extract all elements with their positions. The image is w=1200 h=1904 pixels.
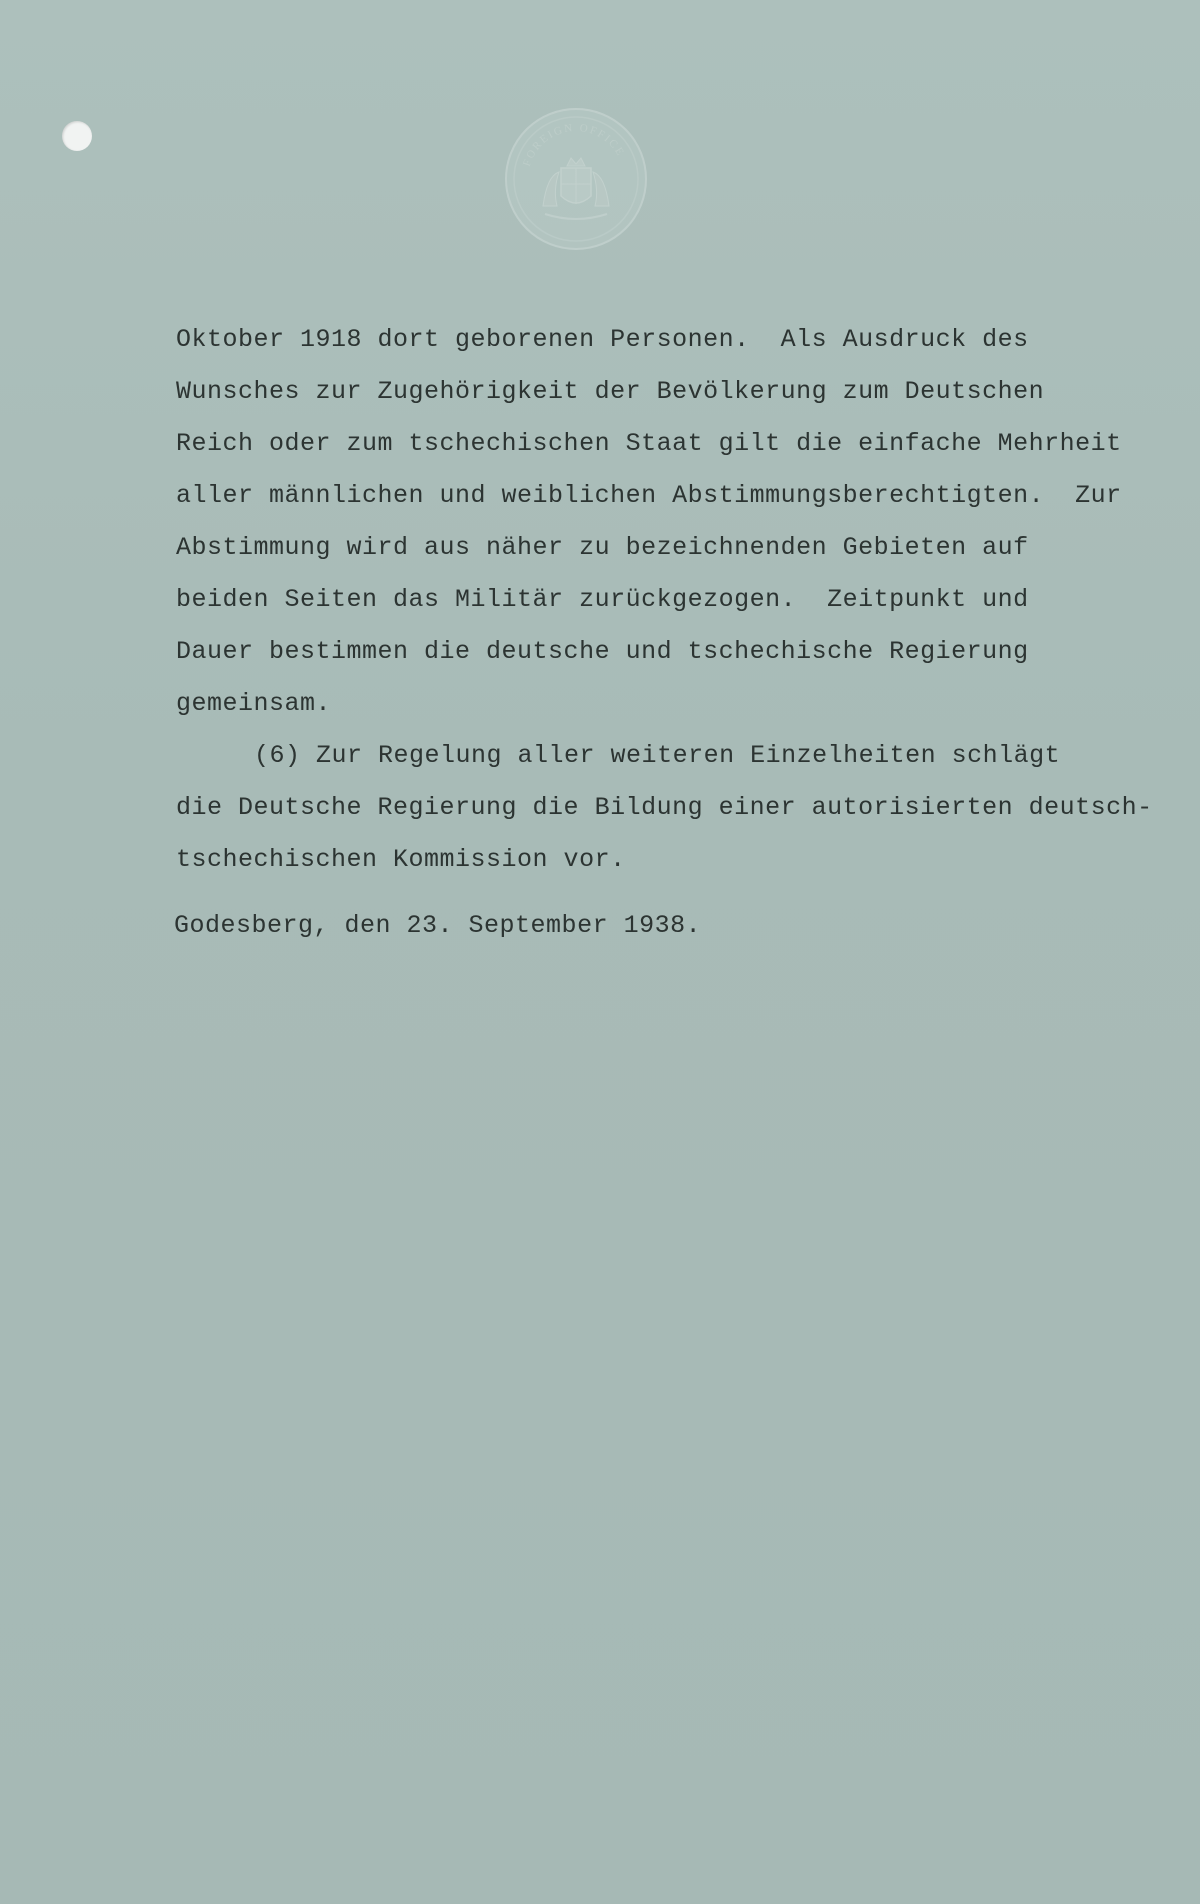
text-line: Dauer bestimmen die deutsche und tschechische Regierung	[176, 637, 1029, 666]
text-line: Reich oder zum tschechischen Staat gilt die einfache Mehrheit	[176, 429, 1122, 458]
text-line: aller männlichen und weiblichen Abstimmungsberechtigten. Zur	[176, 481, 1122, 510]
text-line: tschechischen Kommission vor.	[176, 845, 626, 874]
paragraph-6-first-line: (6) Zur Regelung aller weiteren Einzelheiten schlägt	[254, 741, 1061, 770]
text-line: Wunsches zur Zugehörigkeit der Bevölkerung zum Deutschen	[176, 377, 1045, 406]
body-text	[176, 314, 1156, 886]
punch-hole	[62, 121, 92, 151]
place-date-line: Godesberg, den 23. September 1938.	[174, 911, 702, 940]
svg-text:FOREIGN OFFICE: FOREIGN OFFICE	[520, 121, 627, 169]
text-line: gemeinsam.	[176, 689, 332, 718]
text-line: Abstimmung wird aus näher zu bezeichnenden Gebieten auf	[176, 533, 1029, 562]
text-line: die Deutsche Regierung die Bildung einer autorisierten deutsch-	[176, 793, 1153, 822]
text-line: Oktober 1918 dort geborenen Personen. Als Ausdruck des	[176, 325, 1029, 354]
foreign-office-seal-emboss	[503, 106, 649, 252]
text-line: beiden Seiten das Militär zurückgezogen. Zeitpunkt und	[176, 585, 1029, 614]
